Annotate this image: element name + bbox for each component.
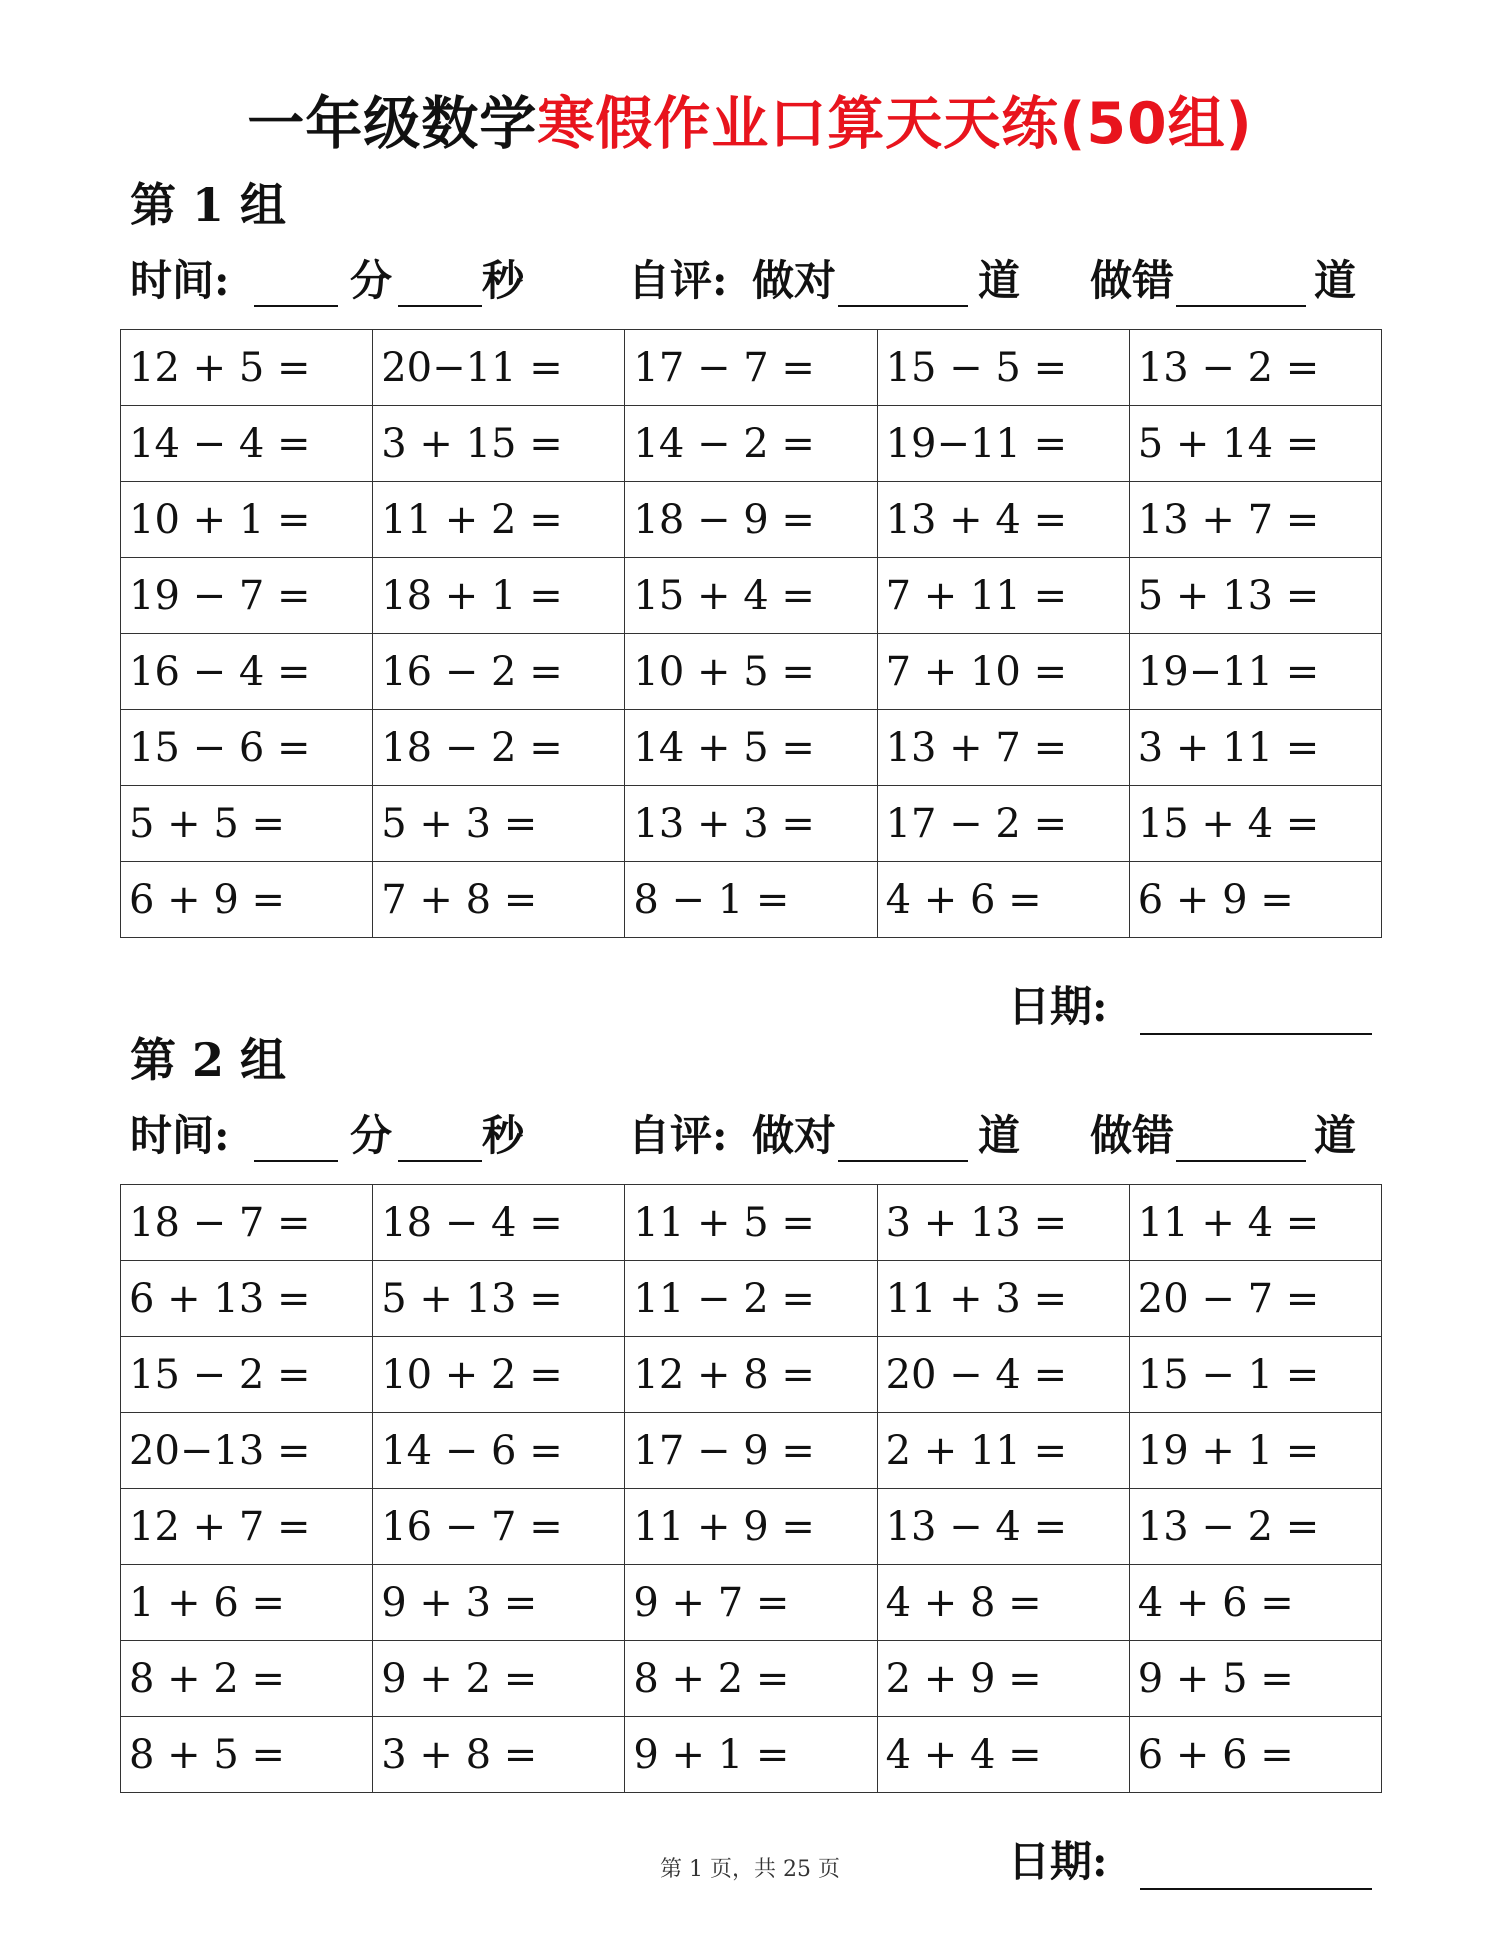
date-blank[interactable] xyxy=(1140,1033,1372,1035)
table-row xyxy=(121,786,1382,862)
problem-cell[interactable]: 20−13 = xyxy=(121,1413,373,1489)
problem-cell[interactable]: 6 + 13 = xyxy=(121,1261,373,1337)
table-row xyxy=(121,1413,1382,1489)
problem-cell[interactable]: 12 + 8 = xyxy=(625,1337,877,1413)
problem-cell[interactable]: 11 − 2 = xyxy=(625,1261,877,1337)
table-row xyxy=(121,1261,1382,1337)
problem-cell[interactable]: 5 + 14 = xyxy=(1129,406,1381,482)
second-label: 秒 xyxy=(482,1111,525,1160)
table-row xyxy=(121,1489,1382,1565)
page-title xyxy=(0,78,1500,160)
problem-cell[interactable]: 9 + 5 = xyxy=(1129,1641,1381,1717)
problem-cell[interactable]: 8 + 2 = xyxy=(121,1641,373,1717)
problem-cell[interactable]: 14 + 5 = xyxy=(625,710,877,786)
problem-cell[interactable]: 3 + 8 = xyxy=(373,1717,625,1793)
problem-cell[interactable]: 16 − 2 = xyxy=(373,634,625,710)
problem-cell[interactable]: 11 + 2 = xyxy=(373,482,625,558)
problem-cell[interactable]: 19−11 = xyxy=(877,406,1129,482)
group-title: 第 2 组 xyxy=(130,1033,287,1087)
problem-cell[interactable]: 10 + 5 = xyxy=(625,634,877,710)
minute-label: 分 xyxy=(350,1111,393,1160)
table-row xyxy=(121,1185,1382,1261)
table-row xyxy=(121,558,1382,634)
second-label: 秒 xyxy=(482,256,525,305)
title-part-grade: 一年级数学 xyxy=(247,91,538,157)
problem-cell[interactable]: 5 + 13 = xyxy=(1129,558,1381,634)
table-row xyxy=(121,1337,1382,1413)
problem-cell[interactable]: 13 + 4 = xyxy=(877,482,1129,558)
problem-cell[interactable]: 10 + 1 = xyxy=(121,482,373,558)
table-row xyxy=(121,330,1382,406)
problem-cell[interactable]: 18 − 2 = xyxy=(373,710,625,786)
problem-cell[interactable]: 19 − 7 = xyxy=(121,558,373,634)
problem-cell[interactable]: 4 + 6 = xyxy=(1129,1565,1381,1641)
page-footer: 第 1 页，共 25 页 xyxy=(660,1857,840,1882)
problem-cell[interactable]: 13 − 2 = xyxy=(1129,1489,1381,1565)
problem-cell[interactable]: 11 + 4 = xyxy=(1129,1185,1381,1261)
exercise-table xyxy=(120,1184,1382,1793)
date-label: 日期: xyxy=(1008,982,1108,1031)
problem-cell[interactable]: 7 + 8 = xyxy=(373,862,625,938)
problem-cell[interactable]: 17 − 2 = xyxy=(877,786,1129,862)
problem-cell[interactable]: 7 + 10 = xyxy=(877,634,1129,710)
problem-cell[interactable]: 13 − 2 = xyxy=(1129,330,1381,406)
problem-cell[interactable]: 13 + 7 = xyxy=(877,710,1129,786)
problem-cell[interactable]: 15 − 2 = xyxy=(121,1337,373,1413)
date-blank[interactable] xyxy=(1140,1888,1372,1890)
time-label: 时间: xyxy=(130,256,230,305)
problem-cell[interactable]: 20−11 = xyxy=(373,330,625,406)
correct-count-blank[interactable] xyxy=(838,1160,968,1162)
minutes-blank[interactable] xyxy=(254,305,338,307)
seconds-blank[interactable] xyxy=(398,305,482,307)
problem-cell[interactable]: 6 + 9 = xyxy=(1129,862,1381,938)
table-row xyxy=(121,1717,1382,1793)
problem-cell[interactable]: 7 + 11 = xyxy=(877,558,1129,634)
table-row xyxy=(121,862,1382,938)
problem-cell[interactable]: 9 + 3 = xyxy=(373,1565,625,1641)
problem-cell[interactable]: 18 − 7 = xyxy=(121,1185,373,1261)
self-eval-label: 自评: xyxy=(628,256,728,305)
problem-cell[interactable]: 18 + 1 = xyxy=(373,558,625,634)
correct-count-blank[interactable] xyxy=(838,305,968,307)
problem-cell[interactable]: 14 − 6 = xyxy=(373,1413,625,1489)
questions-unit-label: 道 xyxy=(978,1111,1021,1160)
problem-cell[interactable]: 12 + 5 = xyxy=(121,330,373,406)
problem-cell[interactable]: 15 − 5 = xyxy=(877,330,1129,406)
problem-cell[interactable]: 9 + 1 = xyxy=(625,1717,877,1793)
correct-label: 做对 xyxy=(752,1111,837,1160)
problem-cell[interactable]: 8 + 5 = xyxy=(121,1717,373,1793)
problem-cell[interactable]: 5 + 13 = xyxy=(373,1261,625,1337)
problem-cell[interactable]: 3 + 13 = xyxy=(877,1185,1129,1261)
problem-cell[interactable]: 6 + 6 = xyxy=(1129,1717,1381,1793)
wrong-count-blank[interactable] xyxy=(1176,305,1306,307)
questions-unit-label: 道 xyxy=(1314,256,1357,305)
problem-cell[interactable]: 8 − 1 = xyxy=(625,862,877,938)
problem-cell[interactable]: 13 + 3 = xyxy=(625,786,877,862)
problem-cell[interactable]: 11 + 9 = xyxy=(625,1489,877,1565)
problem-cell[interactable]: 3 + 15 = xyxy=(373,406,625,482)
problem-cell[interactable]: 8 + 2 = xyxy=(625,1641,877,1717)
time-label: 时间: xyxy=(130,1111,230,1160)
problem-cell[interactable]: 13 + 7 = xyxy=(1129,482,1381,558)
seconds-blank[interactable] xyxy=(398,1160,482,1162)
problem-cell[interactable]: 14 − 2 = xyxy=(625,406,877,482)
problem-cell[interactable]: 4 + 6 = xyxy=(877,862,1129,938)
date-label: 日期: xyxy=(1008,1837,1108,1886)
problem-cell[interactable]: 11 + 3 = xyxy=(877,1261,1129,1337)
problem-cell[interactable]: 11 + 5 = xyxy=(625,1185,877,1261)
problem-cell[interactable]: 2 + 9 = xyxy=(877,1641,1129,1717)
problem-cell[interactable]: 9 + 2 = xyxy=(373,1641,625,1717)
table-row xyxy=(121,482,1382,558)
problem-cell[interactable]: 15 + 4 = xyxy=(625,558,877,634)
problem-cell[interactable]: 19 + 1 = xyxy=(1129,1413,1381,1489)
correct-label: 做对 xyxy=(752,256,837,305)
wrong-label: 做错 xyxy=(1090,1111,1175,1160)
problem-cell[interactable]: 18 − 4 = xyxy=(373,1185,625,1261)
problem-cell[interactable]: 17 − 9 = xyxy=(625,1413,877,1489)
problem-cell[interactable]: 3 + 11 = xyxy=(1129,710,1381,786)
problem-cell[interactable]: 19−11 = xyxy=(1129,634,1381,710)
problem-cell[interactable]: 13 − 4 = xyxy=(877,1489,1129,1565)
problem-cell[interactable]: 18 − 9 = xyxy=(625,482,877,558)
problem-cell[interactable]: 15 − 6 = xyxy=(121,710,373,786)
minute-label: 分 xyxy=(350,256,393,305)
self-assessment-row xyxy=(130,1106,1380,1166)
problem-cell[interactable]: 14 − 4 = xyxy=(121,406,373,482)
self-eval-label: 自评: xyxy=(628,1111,728,1160)
problem-cell[interactable]: 17 − 7 = xyxy=(625,330,877,406)
problem-cell[interactable]: 20 − 4 = xyxy=(877,1337,1129,1413)
problem-cell[interactable]: 9 + 7 = xyxy=(625,1565,877,1641)
table-row xyxy=(121,1641,1382,1717)
group-title: 第 1 组 xyxy=(130,178,287,232)
problem-cell[interactable]: 12 + 7 = xyxy=(121,1489,373,1565)
problem-cell[interactable]: 6 + 9 = xyxy=(121,862,373,938)
problem-cell[interactable]: 16 − 4 = xyxy=(121,634,373,710)
problem-cell[interactable]: 20 − 7 = xyxy=(1129,1261,1381,1337)
problem-cell[interactable]: 2 + 11 = xyxy=(877,1413,1129,1489)
problem-cell[interactable]: 5 + 5 = xyxy=(121,786,373,862)
problem-cell[interactable]: 16 − 7 = xyxy=(373,1489,625,1565)
table-row xyxy=(121,1565,1382,1641)
table-row xyxy=(121,406,1382,482)
problem-cell[interactable]: 4 + 4 = xyxy=(877,1717,1129,1793)
problem-cell[interactable]: 15 − 1 = xyxy=(1129,1337,1381,1413)
problem-cell[interactable]: 4 + 8 = xyxy=(877,1565,1129,1641)
problem-cell[interactable]: 15 + 4 = xyxy=(1129,786,1381,862)
table-row xyxy=(121,634,1382,710)
self-assessment-row xyxy=(130,251,1380,311)
questions-unit-label: 道 xyxy=(1314,1111,1357,1160)
exercise-table xyxy=(120,329,1382,938)
problem-cell[interactable]: 10 + 2 = xyxy=(373,1337,625,1413)
problem-cell[interactable]: 1 + 6 = xyxy=(121,1565,373,1641)
minutes-blank[interactable] xyxy=(254,1160,338,1162)
title-part-homework: 寒假作业口算天天练(50组) xyxy=(537,91,1253,157)
table-row xyxy=(121,710,1382,786)
wrong-count-blank[interactable] xyxy=(1176,1160,1306,1162)
date-row xyxy=(120,975,1382,1039)
questions-unit-label: 道 xyxy=(978,256,1021,305)
wrong-label: 做错 xyxy=(1090,256,1175,305)
problem-cell[interactable]: 5 + 3 = xyxy=(373,786,625,862)
